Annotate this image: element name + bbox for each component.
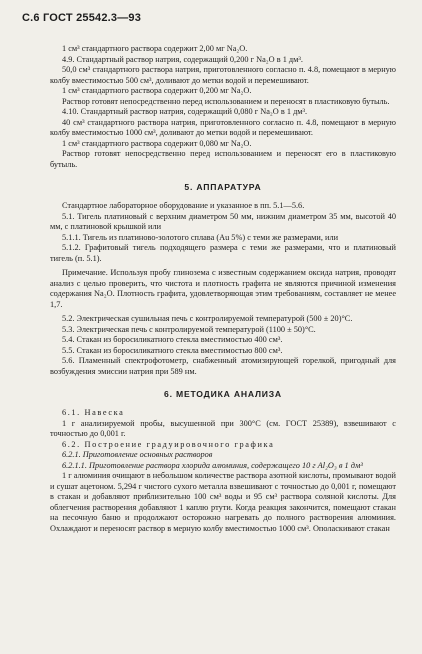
paragraph: 5.1. Тигель платиновый с верхним диаметром 50 мм, нижним диаметром 35 мм, высотой 40 мм, с платиновой крышкой или bbox=[50, 211, 396, 231]
subsection-heading: 6.2. Построение градуировочного графика bbox=[62, 439, 275, 449]
paragraph: 5.1.1. Тигель из платиново-золотого сплава (Au 5%) с теми же размерами, или bbox=[62, 232, 339, 242]
paragraph: 5.1.2. Графитовый тигель подходящего размера с теми же размерами, что и платиновый тигель (п. 5.1). bbox=[50, 243, 396, 263]
paragraph: 5.4. Стакан из боросиликатного стекла вместимостью 400 см³. bbox=[62, 335, 283, 344]
section-title: 6. МЕТОДИКА АНАЛИЗА bbox=[164, 389, 282, 399]
paragraph: 40 см³ стандартного раствора натрия, приготовленного согласно п. 4.8, помещают в мерную колбу вместимостью 1000 см³, доливают до метки водой и перемешивают. bbox=[50, 117, 396, 137]
section-title: 5. АППАРАТУРА bbox=[184, 182, 262, 192]
paragraph: 4.10. Стандартный раствор натрия, содержащий 0,080 г Na₂O в 1 дм³. bbox=[62, 107, 308, 116]
paragraph: 1 см³ стандартного раствора содержит 2,00 мг Na₂O. bbox=[62, 44, 248, 53]
subsection-heading: 6.2.1.1. Приготовление раствора хлорида алюминия, содержащего 10 г Al₂O₃ в 1 дм³ bbox=[62, 460, 363, 470]
subsection-heading: 6.1. Навеска bbox=[62, 408, 125, 417]
paragraph: 1 см³ стандартного раствора содержит 0,080 мг Na₂O. bbox=[62, 138, 252, 148]
page-content bbox=[50, 44, 396, 534]
subsection-heading: 6.2.1. Приготовление основных растворов bbox=[62, 450, 213, 459]
note-paragraph: Примечание. Используя пробу глинозема с известным содержанием оксида натрия, проводят анализ с целью проверить, что чистота и плотность графита не являются причиной изменения содержания Na₂O. Плотность графита, удовлетворяющая этим требованиям, составляет не менее 1,7. bbox=[50, 268, 396, 309]
paragraph: 5.5. Стакан из боросиликатного стекла вместимостью 800 см³. bbox=[62, 345, 283, 355]
paragraph: Раствор готовят непосредственно перед использованием и переносят в пластиковую бутыль. bbox=[62, 96, 390, 106]
paragraph: 5.6. Пламенный спектрофотометр, снабженный атомизирующей горелкой, пригодный для возбуждения эмиссии натрия при 589 нм. bbox=[50, 356, 396, 376]
paragraph: Стандартное лабораторное оборудование и указанное в пп. 5.1—5.6. bbox=[62, 201, 305, 210]
page-header: С.6 ГОСТ 25542.3—93 bbox=[22, 12, 142, 24]
paragraph: 5.2. Электрическая сушильная печь с контролируемой температурой (500 ± 20)°С. bbox=[62, 314, 353, 323]
paragraph: 50,0 см³ стандартного раствора натрия, приготовленного согласно п. 4.8, помещают в мерную колбу вместимостью 500 см³, доливают до метки водой и перемешивают. bbox=[50, 65, 396, 85]
paragraph: 5.3. Электрическая печь с контролируемой температурой (1100 ± 50)°С. bbox=[62, 324, 316, 334]
paragraph: 1 г алюминия очищают в небольшом количестве раствора азотной кислоты, промывают водой и сушат ацетоном. 5,294 г чистого сухого металла взвешивают с точностью до 0,001 г, помещают в стакан и добавляют приблизительно 100 см³ воды и 95 см³ раствора соляной кислоты. Для облегчения растворения добавляют 1 каплю ртути. Когда реакция закончится, помещают стакан на песочную баню и продолжают осторожно нагревать до полного растворения алюминия. Охлаждают и переносят раствор в мерную колбу вместимостью 1000 см³. Ополаскивают стакан bbox=[50, 471, 396, 533]
paragraph: 1 г анализируемой пробы, высушенной при 300°С (см. ГОСТ 25389), взвешивают с точностью до 0,001 г. bbox=[50, 418, 396, 438]
paragraph: 4.9. Стандартный раствор натрия, содержащий 0,200 г Na₂O в 1 дм³. bbox=[62, 54, 303, 64]
paragraph: Раствор готовят непосредственно перед использованием и переносят его в пластиковую бутыль. bbox=[50, 149, 396, 169]
paragraph: 1 см³ стандартного раствора содержит 0,200 мг Na₂O. bbox=[62, 86, 252, 95]
